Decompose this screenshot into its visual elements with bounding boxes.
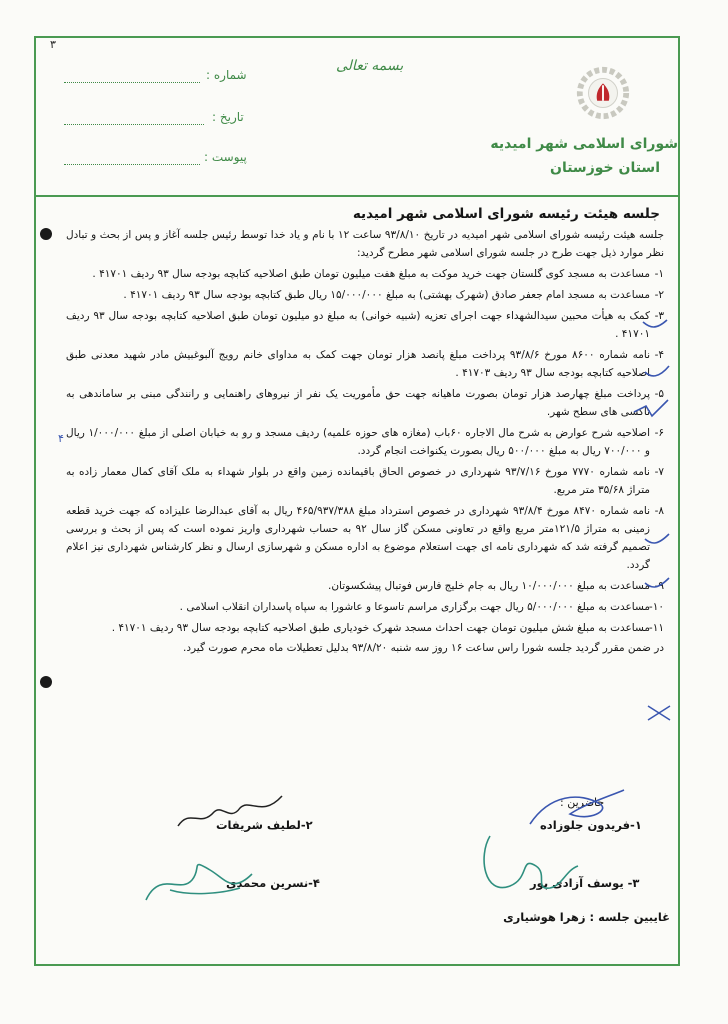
attendees-heading: حاضرین : xyxy=(560,796,605,809)
item-text: پرداخت مبلغ چهارصد هزار تومان بصورت ماهیانه جهت حق مأموریت یک نفر از نیروهای راهنمایی و رانندگی مبنی بر ساماندهی به تاکسی های سطح شهر. xyxy=(66,388,650,418)
list-item xyxy=(66,307,664,343)
list-item xyxy=(66,385,664,421)
list-item xyxy=(66,346,664,382)
item-text: اصلاحیه شرح عوارض به شرح مال الاجاره ۶۰باب (مغازه های حوزه علمیه) ردیف مسجد و رو به خیابان اصلی از مبلغ ۱/۰۰۰/۰۰۰ ریال و ۷۰۰/۰۰۰ ریال به مبلغ ۵۰۰/۰۰۰ ریال بصورت یکنواخت انجام گردد. xyxy=(66,427,650,457)
item-text: مساعدت به مبلغ ۵/۰۰۰/۰۰۰ ریال جهت برگزاری مراسم تاسوعا و عاشورا به سپاه پاسداران انقلاب اسلامی . xyxy=(179,601,650,613)
attendee-4: ۴-نسرین محمدی xyxy=(226,876,320,890)
item-text: نامه شماره ۸۴۷۰ مورخ ۹۳/۸/۴ شهرداری در خصوص استرداد مبلغ ۴۶۵/۹۳۷/۳۸۸ ریال به آقای عبدالرضا علیزاده که جهت خرید قطعه زمینی به متراژ ۱۲۱/۵متر مربع واقع در تعاونی مسکن گاز سال ۹۲ به حساب شهرداری واریز نموده است که پس از بحث و بررسی تصمیم گرفته شد که شهرداری نامه ای جهت استعلام موضوع به اداره مسکن و شهرسازی ارسال و نظر کارشناس شهرداری نیز اعلام گردد. xyxy=(66,505,650,571)
check-mark-icon xyxy=(640,314,670,334)
item-text: مساعدت به مسجد امام جعفر صادق (شهرک بهشتی) به مبلغ ۱۵/۰۰۰/۰۰۰ ریال طبق کتابچه بودجه سال ۹۳ ردیف ۴۱۷۰۱ . xyxy=(123,289,650,301)
resolution-list xyxy=(66,265,664,637)
punch-hole-top xyxy=(40,228,52,240)
list-item xyxy=(66,619,664,637)
intro-paragraph: جلسه هیئت رئیسه شورای اسلامی شهر امیدیه در تاریخ ۹۳/۸/۱۰ ساعت ۱۲ با نام و یاد خدا توسط رئیس جلسه آغاز و پس از بحث و تبادل نظر موارد ذیل جهت طرح در جلسه شورای اسلامی شهر مطرح گردید: xyxy=(66,229,664,259)
item-text: مساعدت به مسجد کوی گلستان جهت خرید موکت به مبلغ هفت میلیون تومان طبق اصلاحیه کتابچه بودجه سال ۹۳ ردیف ۴۱۷۰۱ . xyxy=(92,268,650,280)
absentee-line: غایبین جلسه : زهرا هوشیاری xyxy=(503,910,670,924)
check-mark-icon xyxy=(632,398,672,420)
item-number: ۱- xyxy=(654,268,664,280)
number-label: شماره : xyxy=(206,68,247,82)
check-mark-icon xyxy=(642,574,672,594)
item-number: ۷- xyxy=(654,466,664,478)
list-item xyxy=(66,286,664,304)
list-item xyxy=(66,424,664,460)
item-text: مساعدت به مبلغ ۱۰/۰۰۰/۰۰۰ ریال به جام خلیج فارس فوتبال پیشکسوتان. xyxy=(327,580,650,592)
list-item xyxy=(66,265,664,283)
item-text: نامه شماره ۷۷۷۰ مورخ ۹۳/۷/۱۶ شهرداری در خصوص الحاق باقیمانده زمین واقع در بلوار شهداء به ملک آقای کمال معمار زاده به متراژ ۳۵/۶۸ متر مربع. xyxy=(66,466,650,496)
attendee-1: ۱-فریدون جلوزاده xyxy=(540,818,642,832)
attachment-field-line xyxy=(64,164,200,165)
item-text: نامه شماره ۸۶۰۰ مورخ ۹۳/۸/۶ پرداخت مبلغ پانصد هزار تومان جهت کمک به مداوای خانم رویج آلبوغبیش مادر شهید معدنی طبق اصلاحیه کتابچه بودجه سال ۹۳ ردیف ۴۱۷۰۳ . xyxy=(66,349,650,379)
basmala-calligraphy: بسمه تعالی xyxy=(336,58,404,74)
punch-hole-bottom xyxy=(40,676,52,688)
council-name: شورای اسلامی شهر امیدیه xyxy=(490,136,678,152)
list-item xyxy=(66,598,664,616)
item-number: ۶- xyxy=(654,427,664,439)
minutes-body xyxy=(66,204,664,657)
item-number: ۴- xyxy=(654,349,664,361)
number-field-line xyxy=(64,82,200,83)
attendee-2: ۲-لطیف شریفات xyxy=(216,818,313,832)
check-mark-icon xyxy=(642,362,672,382)
date-label: تاریخ : xyxy=(212,110,244,124)
header-divider xyxy=(34,195,680,197)
document-title: جلسه هیئت رئیسه شورای اسلامی شهر امیدیه xyxy=(352,206,660,222)
date-field-line xyxy=(64,124,204,125)
check-mark-icon xyxy=(642,530,672,550)
item-number: ۱۱- xyxy=(648,622,664,634)
signature-attendee-2 xyxy=(170,788,290,838)
item-number: ۱۰- xyxy=(648,601,664,613)
iran-emblem-icon xyxy=(574,64,632,122)
handwritten-side-mark: ۴ xyxy=(58,432,64,445)
check-mark-icon xyxy=(644,702,674,724)
signature-attendee-4 xyxy=(140,850,260,910)
list-item xyxy=(66,577,664,595)
closing-note: در ضمن مقرر گردید جلسه شورا راس ساعت ۱۶ روز سه شنبه ۹۳/۸/۲۰ بدلیل تعطیلات ماه محرم صورت گیرد. xyxy=(182,642,664,654)
item-number: ۲- xyxy=(654,289,664,301)
item-number: ۳- xyxy=(654,310,664,322)
item-number: ۹- xyxy=(654,580,664,592)
item-number: ۵- xyxy=(654,388,664,400)
item-text: کمک به هیأت محبین سیدالشهداء جهت اجرای تعزیه (شبیه خوانی) به مبلغ دو میلیون تومان طبق اصلاحیه کتابچه بودجه سال ۹۳ ردیف ۴۱۷۰۱ . xyxy=(66,310,650,340)
corner-mark: ۳ xyxy=(50,38,56,51)
province-name: استان خوزستان xyxy=(550,160,660,176)
item-number: ۸- xyxy=(654,505,664,517)
attendee-3: ۳- یوسف آزادی پور xyxy=(530,876,640,890)
item-text: مساعدت به مبلغ شش میلیون تومان جهت احداث مسجد شهرک خودیاری طبق اصلاحیه کتابچه بودجه سال ۹۳ ردیف ۴۱۷۰۱ . xyxy=(111,622,650,634)
list-item xyxy=(66,463,664,499)
list-item xyxy=(66,502,664,574)
signature-attendee-3 xyxy=(470,826,590,906)
attachment-label: پیوست : xyxy=(204,150,247,164)
